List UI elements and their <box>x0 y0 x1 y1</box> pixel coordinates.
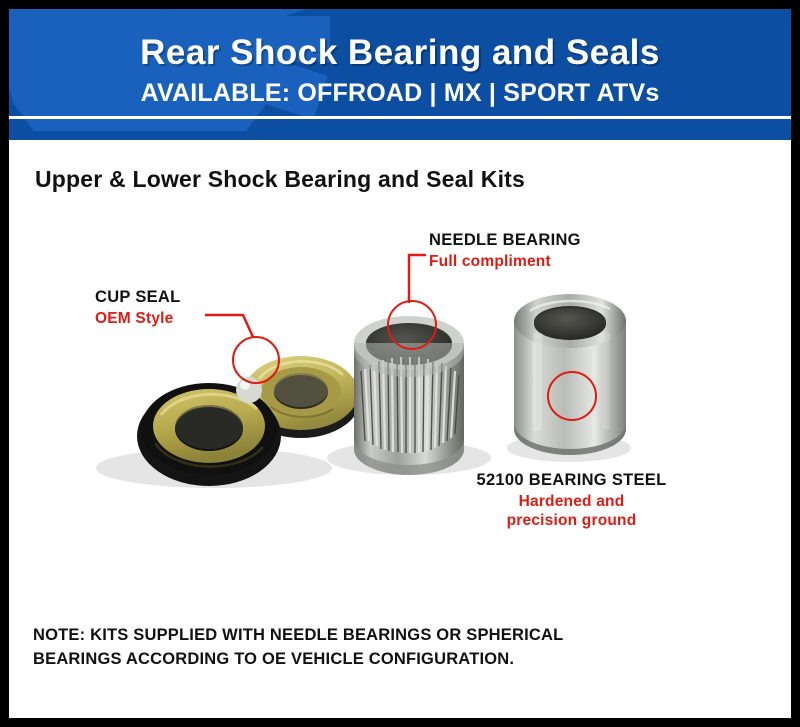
callout-needle-bearing-title: NEEDLE BEARING <box>429 231 581 249</box>
callout-cup-seal-subtitle: OEM Style <box>95 310 174 327</box>
callout-bearing-steel-subtitle-line1: Hardened and <box>518 493 625 510</box>
page-title: Rear Shock Bearing and Seals <box>140 32 660 72</box>
needle-bearing-highlight-ring <box>387 300 437 350</box>
product-illustration <box>9 193 791 623</box>
footer-note-line2: BEARINGS ACCORDING TO OE VEHICLE CONFIGURATION. <box>33 650 515 669</box>
footer-note <box>33 624 767 672</box>
callout-cup-seal-title: CUP SEAL <box>95 288 181 306</box>
callout-cup-seal <box>95 288 181 328</box>
bearing-steel-highlight-ring <box>547 371 597 421</box>
page-subtitle: AVAILABLE: OFFROAD | MX | SPORT ATVs <box>140 78 660 107</box>
section-heading: Upper & Lower Shock Bearing and Seal Kits <box>35 166 526 192</box>
callout-needle-bearing-subtitle: Full compliment <box>429 253 551 270</box>
callout-needle-bearing <box>429 231 581 271</box>
banner-divider <box>9 116 791 119</box>
header-banner <box>9 9 791 131</box>
callout-bearing-steel-title: 52100 BEARING STEEL <box>476 471 667 489</box>
parts-artwork <box>9 193 791 623</box>
footer-note-line1: NOTE: KITS SUPPLIED WITH NEEDLE BEARINGS OR SPHERICAL <box>33 626 564 645</box>
cup-seal-highlight-ring <box>232 336 280 384</box>
banner-bottom-bar <box>9 131 791 140</box>
callout-bearing-steel-subtitle-line2: precision ground <box>506 512 637 529</box>
cup-seal-part-front <box>137 377 281 486</box>
callout-bearing-steel <box>449 471 694 530</box>
